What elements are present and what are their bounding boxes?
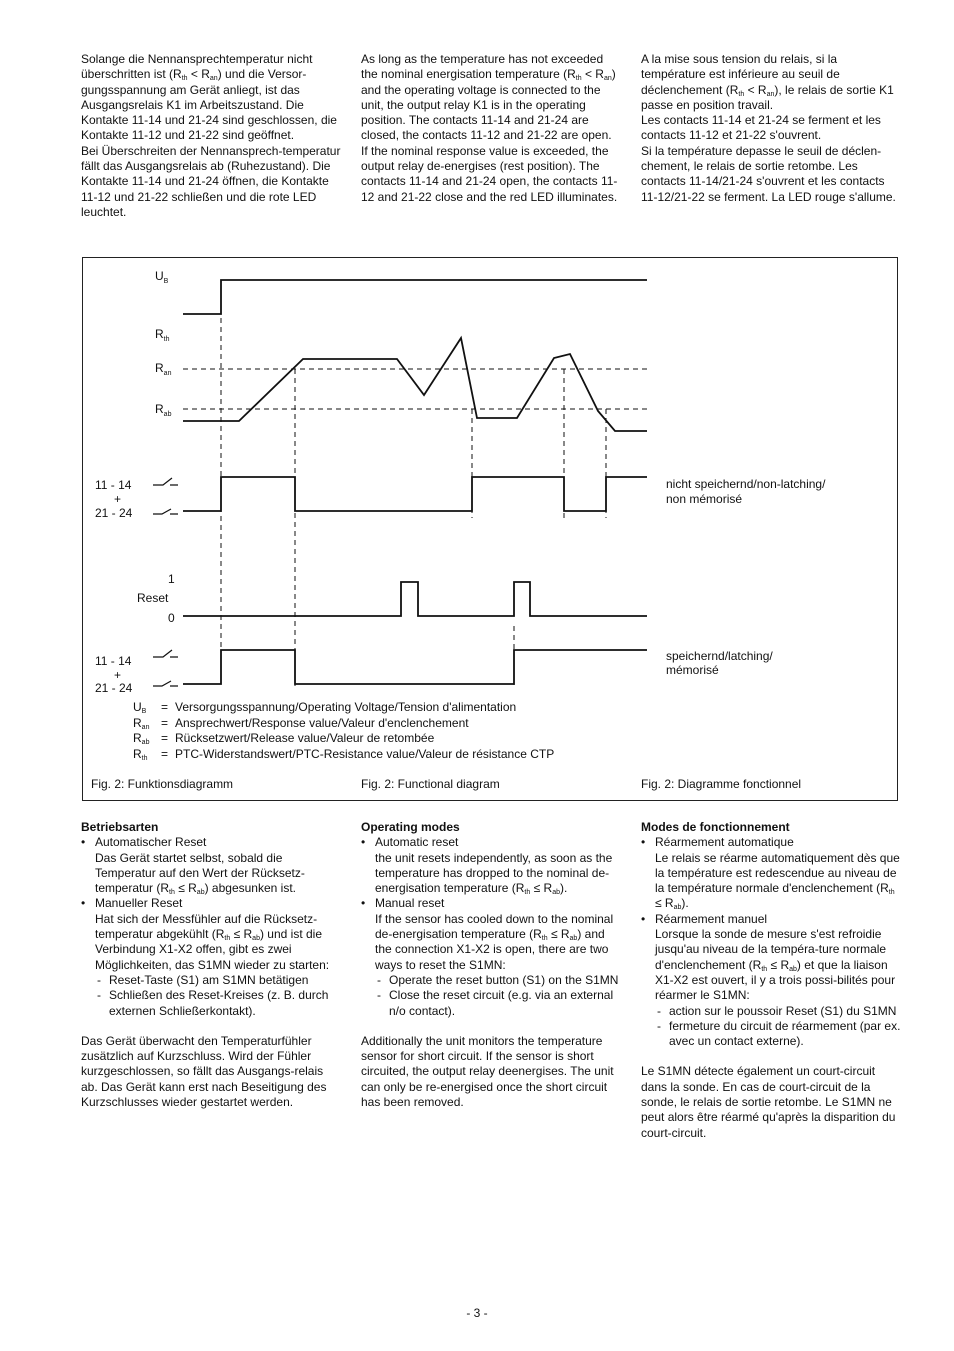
reset-label: Reset bbox=[137, 591, 169, 605]
reset-one-label: 1 bbox=[168, 572, 175, 586]
de-paragraph-2: Bei Überschreiten der Nennansprech-temperatur fällt das Ausgangsrelais ab (Ruhezustand). Die Kontakte 11-14 und 21-24 öffnen, die Kontakte 11-12 und 21-22 schließen und die rote LED leuchtet. bbox=[81, 143, 341, 219]
sub-list-item: - Schließen des Reset-Kreises (z. B. durch externen Schließerkontakt). bbox=[95, 988, 341, 1019]
sub-list-item: - Operate the reset button (S1) on the S1MN bbox=[375, 973, 621, 988]
ub-label: $U_B$ bbox=[155, 269, 169, 285]
list-item: • Manueller Reset Hat sich der Messfühler auf die Rücksetz-temperatur abgekühlt $(R_{th} \le R_{ab})$ und ist die Verbindung X1-X2 offen, gibt es zwei Möglichkeiten, das S1MN wieder zu starten: - Reset-Taste (S1) am S1MN betätigen - Schließen des Reset-Kreises (z. B. durch externen Schließerkontakt). bbox=[81, 896, 341, 1018]
contact-plus-label-1: + bbox=[114, 492, 122, 506]
list-item: • Automatic reset the unit resets independently, as soon as the temperature has dropped to the nominal de-energisation temperature $(R_{th} \le R_{ab})$. bbox=[361, 835, 621, 896]
contact-bottom-label-1: 21 - 24 bbox=[95, 506, 133, 520]
contact-bottom-label-2: 21 - 24 bbox=[95, 681, 133, 695]
modes-de bbox=[81, 820, 341, 1110]
ran-label: $R_{an}$ bbox=[155, 361, 172, 377]
heading-en: Operating modes bbox=[361, 820, 460, 834]
contact-nonlatching-trace bbox=[183, 477, 647, 511]
contact-top-label-2: 11 - 14 bbox=[95, 654, 132, 668]
latching-label-2: mémorisé bbox=[666, 663, 719, 677]
functional-diagram bbox=[82, 257, 898, 801]
caption-fr: Fig. 2: Diagramme fonctionnel bbox=[641, 777, 802, 791]
list-item: • Réarmement automatique Le relais se réarme automatiquement dès que la température est redescendue au niveau de la température normale d'enclenchement $(R_{th} \le R_{ab})$. bbox=[641, 835, 901, 911]
page-number: - 3 - bbox=[466, 1306, 488, 1320]
legend bbox=[133, 700, 554, 762]
reset-trace bbox=[183, 582, 647, 616]
top-text-de bbox=[81, 52, 341, 220]
rth-label: $R_{th}$ bbox=[155, 327, 170, 343]
contact-plus-label-2: + bbox=[114, 668, 122, 682]
rth-trace bbox=[183, 338, 647, 431]
list-item: • Automatischer Reset Das Gerät startet selbst, sobald die Temperatur auf den Wert der Rücksetz-temperatur $(R_{th} \le R_{ab})$ abgesunken ist. bbox=[81, 835, 341, 896]
legend-row: $R_{th}$ = PTC-Widerstandswert/PTC-Resistance value/Valeur de résistance CTP bbox=[133, 746, 555, 762]
legend-row: $U_B$ = Versorgungsspannung/Operating Voltage/Tension d'alimentation bbox=[133, 700, 517, 715]
sub-list-item: - Reset-Taste (S1) am S1MN betätigen bbox=[95, 973, 341, 988]
list-item: • Manual reset If the sensor has cooled down to the nominal de-energisation temperature $(R_{th} \le R_{ab})$ and the connection X1-X2 is open, there are two ways to reset the S1MN: - Operate the reset button (S1) on the S1MN - Close the reset circuit (e.g. via an external n/o contact). bbox=[361, 896, 621, 1018]
contact-symbol-no-1 bbox=[153, 509, 178, 514]
de-paragraph-1: Solange die Nennansprechtemperatur nicht überschritten ist $(R_{th} < R_{an})$ und die Versor-gungsspannung am Gerät anliegt, ist das Ausgangsrelais K1 im Arbeitszustand. Die Kontakte 11-14 und 21-24 sind geschlossen, die Kontakte 11-12 und 21-22 sind geöffnet. bbox=[81, 52, 337, 143]
threshold-lines bbox=[183, 369, 647, 409]
sub-list-item: - action sur le poussoir Reset (S1) du S1MN bbox=[655, 1004, 901, 1019]
fr-paragraph-3: Si la température depasse le seuil de déclen- chement, le relais de sortie retombe. Les contacts 11-14/21-24 s'ouvrent et les contacts 11-12/21-22 se ferment. La LED rouge s'allume. bbox=[641, 143, 896, 204]
modes-en bbox=[361, 820, 621, 1110]
list-item: • Réarmement manuel Lorsque la sonde de mesure s'est refroidie jusqu'au niveau de la tempéra-ture normale d'enclenchement $(R_{th} \le R_{ab})$ et que la liaison X1-X2 est ouvert, il y a trois possi-bilités pour réarmer le S1MN: - action sur le poussoir Reset (S1) du S1MN - fermeture du circuit de réarmement (par ex. avec un contact externe). bbox=[641, 912, 901, 1050]
fr-paragraph-1: A la mise sous tension du relais, si la température est inférieure au seuil de déclenchement $(R_{th} < R_{an})$, le relais de sortie K1 passe en position travail. bbox=[641, 52, 894, 112]
nonlatching-label-1: nicht speichernd/non-latching/ bbox=[666, 477, 826, 491]
rab-label: $R_{ab}$ bbox=[155, 402, 172, 418]
fr-paragraph-2: Les contacts 11-14 et 21-24 se ferment et les contacts 11-12 et 21-22 s'ouvrent. bbox=[641, 113, 881, 143]
timing-markers bbox=[221, 282, 606, 686]
contact-top-label-1: 11 - 14 bbox=[95, 478, 132, 492]
nonlatching-label-2: non mémorisé bbox=[666, 492, 743, 506]
de-short-circuit-paragraph: Das Gerät überwacht den Temperaturfühler zusätzlich auf Kurzschluss. Wird der Fühler kurzgeschlossen, so fällt das Ausgangs-relais ab. Das Gerät kann erst nach Beseitigung des Kurzschlusses wieder gestartet werden. bbox=[81, 1033, 327, 1110]
modes-fr bbox=[641, 820, 901, 1141]
sub-list-item: - fermeture du circuit de réarmement (par ex. avec un contact externe). bbox=[655, 1019, 901, 1050]
caption-en: Fig. 2: Functional diagram bbox=[361, 777, 500, 791]
contact-symbol-nc-2 bbox=[153, 650, 178, 657]
en-paragraph-2: If the nominal response value is exceeded, the output relay de-energises (rest position). The contacts 11-14 and 21-24 open, the contacts 11-12 and 21-22 close and the red LED illuminates. bbox=[361, 143, 618, 204]
latching-label-1: speichernd/latching/ bbox=[666, 649, 773, 663]
heading-fr: Modes de fonctionnement bbox=[641, 820, 790, 834]
legend-row: $R_{an}$ = Ansprechwert/Response value/Valeur d'enclenchement bbox=[133, 715, 469, 731]
reset-zero-label: 0 bbox=[168, 611, 175, 625]
caption-de: Fig. 2: Funktionsdiagramm bbox=[91, 777, 234, 791]
contact-symbol-nc-1 bbox=[153, 478, 178, 485]
contact-latching-trace bbox=[183, 650, 647, 684]
fr-short-circuit-paragraph: Le S1MN détecte également un court-circuit dans la sonde. En cas de court-circuit de la sonde, le relais de sortie retombe. Le S1MN ne peut alors être réarmé qu'après la disparition du court-circuit. bbox=[641, 1064, 896, 1140]
en-paragraph-1: As long as the temperature has not exceeded the nominal energisation temperature $(R_{th} < R_{an})$ and the operating voltage is connected to the unit, the output relay K1 is in the operating position. The contacts 11-14 and 21-24 are closed, the contacts 11-12 and 21-22 are open. bbox=[361, 52, 616, 143]
contact-symbol-no-2 bbox=[153, 681, 178, 686]
signal-traces bbox=[183, 280, 647, 684]
top-text-fr bbox=[641, 52, 901, 205]
legend-row: $R_{ab}$ = Rücksetzwert/Release value/Valeur de retombée bbox=[133, 731, 435, 746]
top-text-en bbox=[361, 52, 621, 205]
ub-trace bbox=[183, 280, 647, 314]
sub-list-item: - Close the reset circuit (e.g. via an external n/o contact). bbox=[375, 988, 621, 1019]
heading-de: Betriebsarten bbox=[81, 820, 159, 834]
en-short-circuit-paragraph: Additionally the unit monitors the temperature sensor for short circuit. If the sensor is short circuited, the output relay deenergises. The unit can only be re-energised once the short circuit has been removed. bbox=[361, 1033, 614, 1110]
